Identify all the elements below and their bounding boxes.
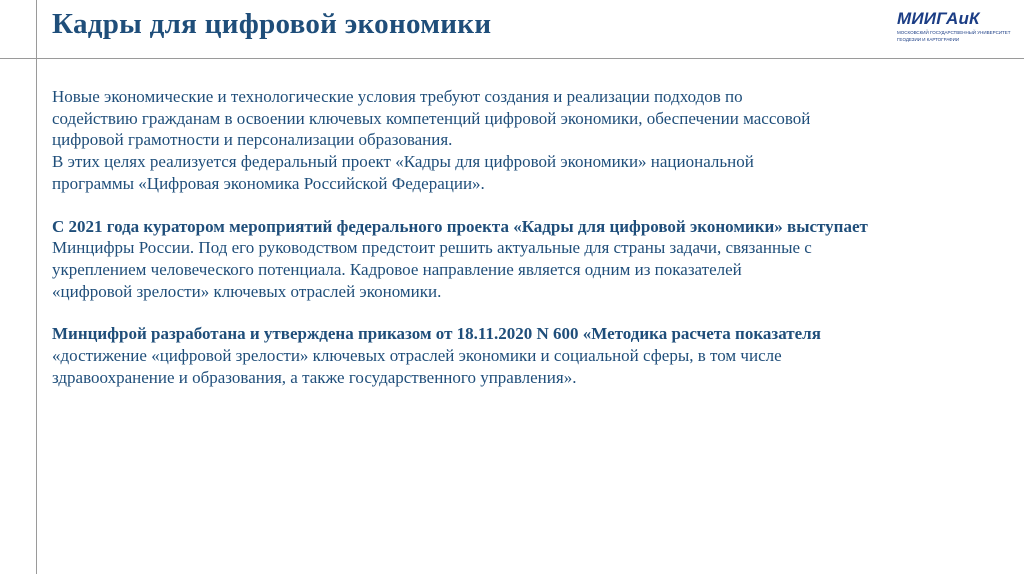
vertical-divider	[36, 0, 37, 574]
paragraph-gap	[52, 302, 1014, 323]
logo-subtitle-line1: МОСКОВСКИЙ ГОСУДАРСТВЕННЫЙ УНИВЕРСИТЕТ	[897, 30, 1011, 35]
university-logo	[897, 9, 1011, 44]
paragraph-3	[52, 323, 1014, 388]
slide-body	[52, 86, 1014, 388]
paragraph-1-line: В этих целях реализуется федеральный проект «Кадры для цифровой экономики» национальной	[52, 152, 754, 172]
horizontal-divider	[0, 58, 1024, 59]
paragraph-gap	[52, 195, 1014, 216]
paragraph-1-line: содействию гражданам в освоении ключевых компетенций цифровой экономики, обеспечении массовой	[52, 108, 811, 128]
paragraph-1	[52, 86, 1014, 195]
paragraph-1-line: программы «Цифровая экономика Российской Федерации».	[52, 173, 485, 193]
paragraph-3-line: Минцифрой разработана и утверждена приказом от 18.11.2020 N 600 «Методика расчета показателя	[52, 324, 821, 344]
paragraph-3-line: здравоохранение и образования, а также государственного управления».	[52, 367, 577, 387]
paragraph-1-line: цифровой грамотности и персонализации образования.	[52, 130, 453, 150]
paragraph-2-line: С 2021 года куратором мероприятий федерального проекта «Кадры для цифровой экономики» выступает	[52, 216, 868, 236]
paragraph-3-line: «достижение «цифровой зрелости» ключевых отраслей экономики и социальной сферы, в том числе	[52, 346, 782, 366]
logo-name: МИИГАиК	[897, 9, 980, 28]
slide-title: Кадры для цифровой экономики	[52, 8, 492, 40]
paragraph-2-line: Минцифры России. Под его руководством предстоит решить актуальные для страны задачи, связанные с	[52, 238, 812, 258]
logo-subtitle-line2: ГЕОДЕЗИИ И КАРТОГРАФИИ	[897, 37, 960, 42]
paragraph-2	[52, 216, 1014, 303]
paragraph-1-line: Новые экономические и технологические условия требуют создания и реализации подходов по	[52, 87, 743, 106]
paragraph-2-line: укреплением человеческого потенциала. Кадровое направление является одним из показателей	[52, 259, 742, 279]
paragraph-2-line: «цифровой зрелости» ключевых отраслей экономики.	[52, 281, 442, 301]
